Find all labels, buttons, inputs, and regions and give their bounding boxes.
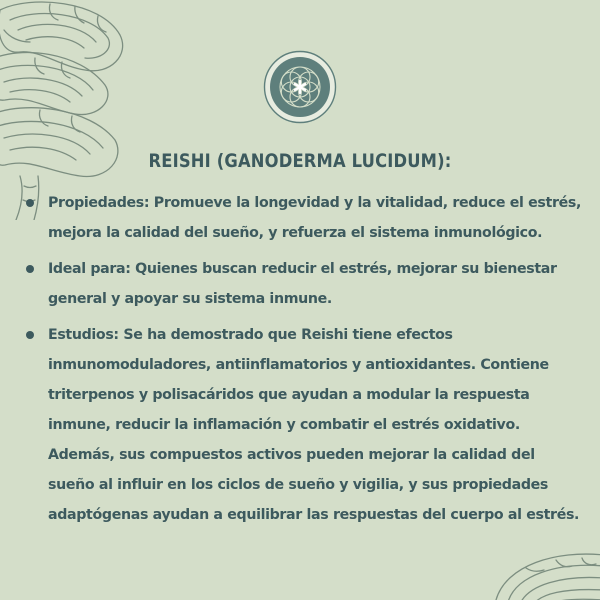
reishi-mushroom-illustration-bottom-right xyxy=(486,530,600,600)
flower-of-life-icon xyxy=(263,50,337,124)
reishi-mushroom-illustration-top-left xyxy=(0,0,140,220)
list-item-text: Propiedades: Promueve la longevidad y la vitalidad, reduce el estrés, mejora la calidad del sueño, y refuerza el sistema inmunológico. xyxy=(48,195,582,241)
list-item-estudios xyxy=(24,320,584,530)
list-item-text: Estudios: Se ha demostrado que Reishi tiene efectos inmunomoduladores, antiinflamatorios y antioxidantes. Contiene triterpenos y polisacáridos que ayudan a modular la respuesta inmune, reducir la inflamación y combatir el estrés oxidativo. Además, sus compuestos activos pueden mejorar la calidad del sueño al influir en los ciclos de sueño y vigilia, y sus propiedades adaptógenas ayudan a equilibrar las respuestas del cuerpo al estrés. xyxy=(48,327,580,523)
benefits-list xyxy=(24,188,584,536)
bullet-icon xyxy=(26,331,34,339)
page-title: REISHI (GANODERMA LUCIDUM): xyxy=(148,150,452,172)
list-item-propiedades xyxy=(24,188,584,248)
bullet-icon xyxy=(26,265,34,273)
list-item-text: Ideal para: Quienes buscan reducir el estrés, mejorar su bienestar general y apoyar su sistema inmune. xyxy=(48,261,557,307)
list-item-ideal-para xyxy=(24,254,584,314)
bullet-icon xyxy=(26,199,34,207)
